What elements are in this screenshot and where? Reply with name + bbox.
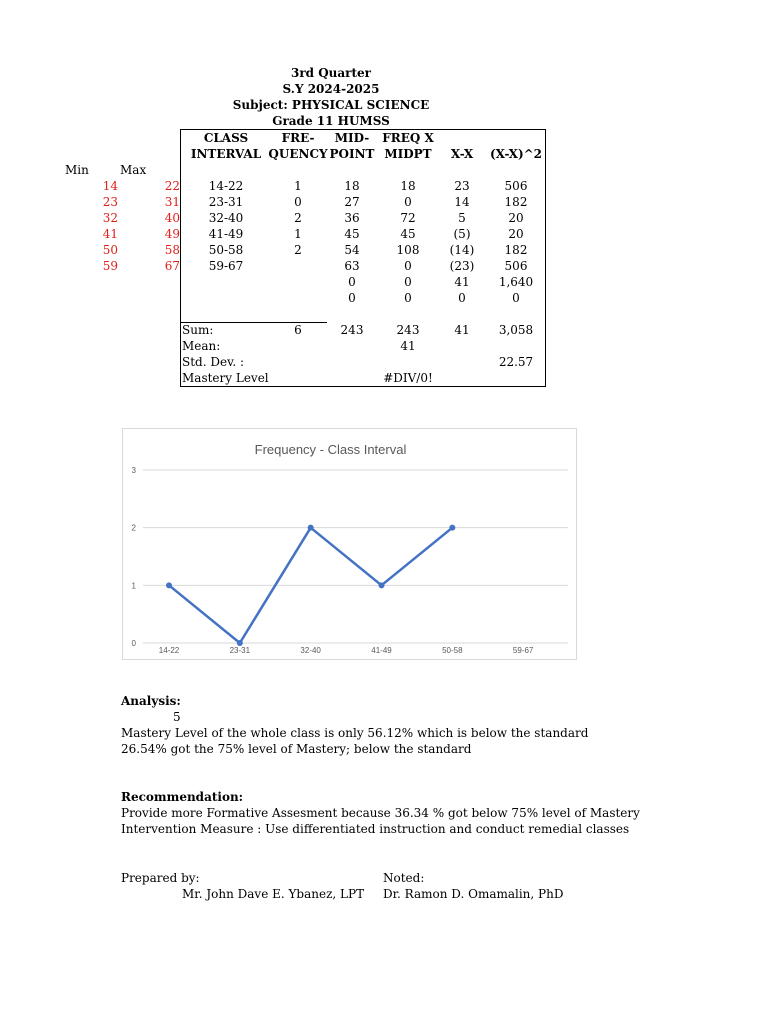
chart-svg (123, 429, 578, 661)
sum-midpoint: 243 (340, 323, 364, 337)
y-tick-label: 0 (131, 639, 136, 648)
y-tick-label: 2 (131, 523, 136, 533)
cell-frequency: 1 (294, 227, 302, 241)
header-interval: INTERVAL (190, 147, 262, 161)
recommendation-line-2: Intervention Measure : Use differentiated instruction and conduct remedial classes (121, 822, 630, 836)
prepared-by-label: Prepared by: (121, 871, 200, 885)
noted-label: Noted: (383, 871, 425, 885)
data-point (449, 525, 455, 531)
cell-freq-x-midpt: 0 (404, 275, 412, 289)
frequency-table (180, 129, 546, 387)
cell-class-interval: 14-22 (208, 179, 244, 193)
cell-squared: 182 (504, 195, 528, 209)
cell-midpoint: 27 (344, 195, 360, 209)
y-tick-label: 3 (131, 466, 136, 475)
data-point (379, 582, 385, 588)
cell-midpoint: 0 (348, 291, 356, 305)
cell-freq-x-midpt: 18 (400, 179, 416, 193)
std-dev-value: 22.57 (498, 355, 534, 369)
x-tick-label: 23-31 (229, 646, 251, 655)
cell-x-minus-xbar: 0 (458, 291, 466, 305)
cell-frequency: 2 (294, 243, 302, 257)
max-value: 49 (164, 227, 180, 241)
cell-freq-x-midpt: 72 (400, 211, 416, 225)
max-value: 31 (164, 195, 180, 209)
cell-freq-x-midpt: 45 (400, 227, 416, 241)
min-value: 41 (102, 227, 118, 241)
header-subject: Subject: PHYSICAL SCIENCE (232, 98, 430, 112)
mean-label: Mean: (182, 339, 221, 353)
recommendation-line-1: Provide more Formative Assesment because 36.34 % got below 75% level of Mastery (121, 806, 640, 820)
cell-midpoint: 63 (344, 259, 360, 273)
cell-x-minus-xbar: (14) (449, 243, 475, 257)
header-mid: MID- (334, 131, 370, 145)
cell-class-interval: 50-58 (208, 243, 244, 257)
header-school-year: S.Y 2024-2025 (282, 82, 380, 96)
sum-x-minus-xbar: 41 (454, 323, 470, 337)
analysis-heading: Analysis: (121, 694, 181, 708)
cell-frequency: 2 (294, 211, 302, 225)
std-dev-label: Std. Dev. : (182, 355, 245, 369)
header-x-minus-xbar: X-X (450, 147, 474, 161)
max-value: 22 (164, 179, 180, 193)
analysis-line-1: Mastery Level of the whole class is only 56.12% which is below the standard (121, 726, 589, 740)
cell-freq-x-midpt: 0 (404, 259, 412, 273)
cell-frequency: 0 (294, 195, 302, 209)
min-value: 23 (102, 195, 118, 209)
sum-frequency: 6 (294, 323, 302, 337)
min-value: 14 (102, 179, 118, 193)
cell-freq-x-midpt: 108 (396, 243, 420, 257)
y-tick-label: 1 (131, 581, 136, 591)
max-value: 58 (164, 243, 180, 257)
cell-midpoint: 45 (344, 227, 360, 241)
cell-midpoint: 54 (344, 243, 360, 257)
header-grade: Grade 11 HUMSS (272, 114, 390, 128)
cell-squared: 0 (512, 291, 520, 305)
cell-squared: 20 (508, 211, 524, 225)
sum-freq-x-midpt: 243 (396, 323, 420, 337)
data-point (308, 525, 314, 531)
x-tick-label: 14-22 (158, 646, 180, 655)
cell-squared: 1,640 (498, 275, 534, 289)
header-point: POINT (329, 147, 375, 161)
analysis-line-2: 26.54% got the 75% level of Mastery; below the standard (121, 742, 472, 756)
header-quarter: 3rd Quarter (290, 66, 371, 80)
cell-midpoint: 36 (344, 211, 360, 225)
cell-squared: 506 (504, 259, 528, 273)
cell-squared: 506 (504, 179, 528, 193)
x-tick-label: 41-49 (371, 646, 392, 655)
cell-midpoint: 18 (344, 179, 360, 193)
cell-class-interval: 41-49 (208, 227, 244, 241)
analysis-number: 5 (173, 710, 181, 724)
cell-frequency: 1 (294, 179, 302, 193)
cell-class-interval: 23-31 (208, 195, 244, 209)
cell-x-minus-xbar: 14 (454, 195, 470, 209)
cell-squared: 20 (508, 227, 524, 241)
cell-x-minus-xbar: (5) (453, 227, 471, 241)
cell-midpoint: 0 (348, 275, 356, 289)
header-quency: QUENCY (268, 147, 328, 161)
max-label: Max (120, 163, 147, 177)
mastery-level-value: #DIV/0! (383, 371, 433, 385)
cell-class-interval: 59-67 (208, 259, 244, 273)
cell-x-minus-xbar: 5 (458, 211, 466, 225)
min-value: 59 (102, 259, 118, 273)
cell-class-interval: 32-40 (208, 211, 244, 225)
min-value: 32 (102, 211, 118, 225)
cell-squared: 182 (504, 243, 528, 257)
header-freq-x: FREQ X (382, 131, 434, 145)
chart-title: Frequency - Class Interval (254, 442, 407, 457)
data-point (166, 582, 172, 588)
sum-label: Sum: (182, 323, 214, 337)
header-midpt: MIDPT (384, 147, 432, 161)
sum-squared: 3,058 (498, 323, 534, 337)
cell-freq-x-midpt: 0 (404, 195, 412, 209)
header-class: CLASS (203, 131, 249, 145)
noted-name: Dr. Ramon D. Omamalin, PhD (383, 887, 564, 901)
header-fre: FRE- (281, 131, 315, 145)
mastery-level-label: Mastery Level (182, 371, 269, 385)
cell-x-minus-xbar: 23 (454, 179, 470, 193)
cell-x-minus-xbar: (23) (449, 259, 475, 273)
x-tick-label: 32-40 (300, 646, 321, 655)
cell-freq-x-midpt: 0 (404, 291, 412, 305)
recommendation-heading: Recommendation: (121, 790, 244, 804)
min-label: Min (65, 163, 89, 177)
frequency-line-chart (122, 428, 577, 660)
x-tick-label: 59-67 (512, 646, 534, 655)
max-value: 67 (164, 259, 180, 273)
header-squared: (X-X)^2 (489, 147, 543, 161)
cell-x-minus-xbar: 41 (454, 275, 470, 289)
data-point (237, 640, 243, 646)
min-value: 50 (102, 243, 118, 257)
x-tick-label: 50-58 (442, 646, 463, 655)
mean-value: 41 (400, 339, 416, 353)
max-value: 40 (164, 211, 180, 225)
prepared-by-name: Mr. John Dave E. Ybanez, LPT (182, 887, 365, 901)
